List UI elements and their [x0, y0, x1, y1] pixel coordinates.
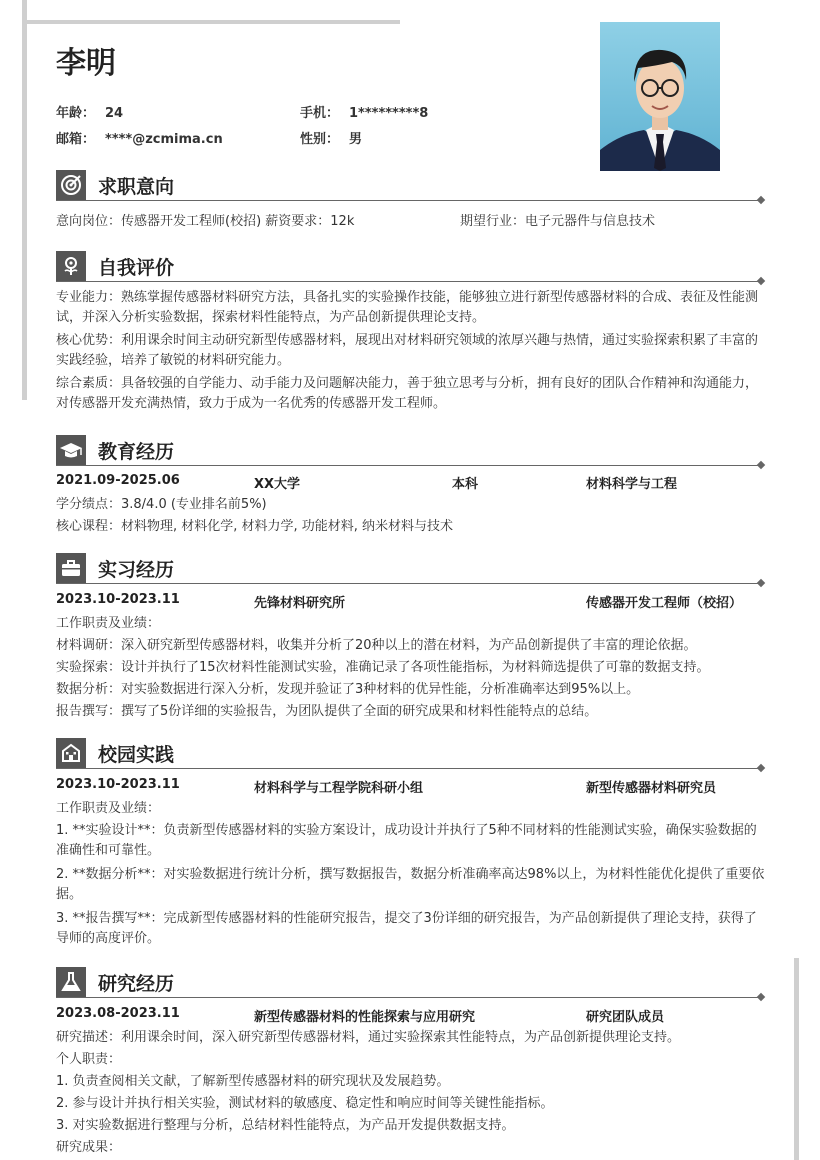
- objective-position-salary: 意向岗位：传感器开发工程师(校招) 薪资要求：12k: [56, 214, 355, 229]
- campus-date: 2023.10-2023.11: [56, 777, 180, 792]
- section-divider: [56, 583, 760, 584]
- divider-diamond: [757, 579, 765, 587]
- phone-field: 手机： 1*********8: [300, 106, 429, 121]
- target-icon: [56, 170, 86, 200]
- section-objective: [56, 170, 766, 229]
- section-divider: [56, 200, 760, 201]
- section-campus: [56, 738, 766, 946]
- research-date: 2023.08-2023.11: [56, 1006, 180, 1021]
- decorative-left-bar: [22, 0, 27, 400]
- campus-line: 3. **报告撰写**：完成新型传感器材料的性能研究报告，提交了3份详细的研究报告，为产品创新提供了理论支持，获得了导师的高度评价。: [56, 911, 757, 946]
- age-field: 年龄： 24: [56, 106, 124, 121]
- section-header: [56, 553, 766, 583]
- research-line: 1. 负责查阅相关文献，了解新型传感器材料的研究现状及发展趋势。: [56, 1074, 450, 1089]
- research-line: 研究成果：: [56, 1140, 122, 1155]
- section-header: [56, 967, 766, 997]
- objective-industry: 期望行业：电子元器件与信息技术: [460, 214, 656, 229]
- internship-line: 工作职责及业绩：: [56, 616, 161, 631]
- campus-role: 新型传感器材料研究员: [586, 781, 717, 796]
- self-eval-professional: 专业能力：熟练掌握传感器材料研究方法，具备扎实的实验操作技能，能够独立进行新型传感器材料的合成、表征及性能测试，并深入分析实验数据，探索材料性能特点，为产品创新提供理论支持。: [56, 290, 759, 325]
- section-title: 研究经历: [98, 973, 175, 995]
- education-major: 材料科学与工程: [586, 477, 678, 492]
- flower-icon: [56, 251, 86, 281]
- education-school: XX大学: [254, 477, 301, 492]
- section-divider: [56, 281, 760, 282]
- gender-field: 性别： 男: [300, 132, 363, 147]
- internship-line: 实验探索：设计并执行了15次材料性能测试实验，准确记录了各项性能指标，为材料筛选提供了可靠的数据支持。: [56, 660, 710, 675]
- profile-photo: [600, 22, 720, 171]
- email-field: 邮箱： ****@zcmima.cn: [56, 132, 223, 147]
- section-header: [56, 738, 766, 768]
- research-line: 3. 对实验数据进行整理与分析，总结材料性能特点，为产品开发提供数据支持。: [56, 1118, 515, 1133]
- section-divider: [56, 465, 760, 466]
- divider-diamond: [757, 277, 765, 285]
- candidate-name: 李明: [56, 46, 116, 81]
- school-building-icon: [56, 738, 86, 768]
- section-title: 校园实践: [98, 744, 175, 766]
- internship-org: 先锋材料研究所: [254, 596, 346, 611]
- section-header: [56, 251, 766, 281]
- research-role: 研究团队成员: [586, 1010, 665, 1025]
- section-title: 自我评价: [98, 257, 175, 279]
- internship-date: 2023.10-2023.11: [56, 592, 180, 607]
- decorative-top-bar: [22, 20, 400, 24]
- briefcase-icon: [56, 553, 86, 583]
- education-gpa: 学分绩点：3.8/4.0 (专业排名前5%): [56, 497, 267, 512]
- campus-line: 1. **实验设计**：负责新型传感器材料的实验方案设计，成功设计并执行了5种不同材料的性能测试实验，确保实验数据的准确性和可靠性。: [56, 823, 757, 858]
- section-header: [56, 170, 766, 200]
- divider-diamond: [757, 764, 765, 772]
- internship-role: 传感器开发工程师（校招）: [586, 596, 743, 611]
- research-line: 研究描述：利用课余时间，深入研究新型传感器材料，通过实验探索其性能特点，为产品创新提供理论支持。: [56, 1030, 681, 1045]
- research-line: 个人职责：: [56, 1052, 122, 1067]
- internship-line: 数据分析：对实验数据进行深入分析，发现并验证了3种材料的优异性能，分析准确率达到95%以上。: [56, 682, 640, 697]
- flask-icon: [56, 967, 86, 997]
- section-self-evaluation: [56, 251, 766, 411]
- self-eval-overall: 综合素质：具备较强的自学能力、动手能力及问题解决能力，善于独立思考与分析，拥有良好的团队合作精神和沟通能力，对传感器开发充满热情，致力于成为一名优秀的传感器开发工程师。: [56, 376, 759, 411]
- section-research: [56, 967, 766, 1155]
- internship-line: 报告撰写：撰写了5份详细的实验报告，为团队提供了全面的研究成果和材料性能特点的总结。: [56, 704, 598, 719]
- divider-diamond: [757, 461, 765, 469]
- research-project: 新型传感器材料的性能探索与应用研究: [254, 1010, 476, 1025]
- campus-line: 工作职责及业绩：: [56, 801, 161, 816]
- research-line: 2. 参与设计并执行相关实验，测试材料的敏感度、稳定性和响应时间等关键性能指标。: [56, 1096, 554, 1111]
- graduation-cap-icon: [56, 435, 86, 465]
- section-title: 实习经历: [98, 559, 175, 581]
- education-courses: 核心课程：材料物理, 材料化学, 材料力学, 功能材料, 纳米材料与技术: [56, 519, 454, 534]
- section-divider: [56, 768, 760, 769]
- divider-diamond: [757, 993, 765, 1001]
- section-divider: [56, 997, 760, 998]
- decorative-right-bar: [794, 958, 799, 1160]
- section-education: [56, 435, 766, 534]
- education-degree: 本科: [452, 477, 479, 492]
- campus-org: 材料科学与工程学院科研小组: [254, 781, 424, 796]
- section-header: [56, 435, 766, 465]
- internship-line: 材料调研：深入研究新型传感器材料，收集并分析了20种以上的潜在材料，为产品创新提供了丰富的理论依据。: [56, 638, 697, 653]
- divider-diamond: [757, 196, 765, 204]
- section-internship: [56, 553, 766, 719]
- self-eval-strength: 核心优势：利用课余时间主动研究新型传感器材料，展现出对材料研究领域的浓厚兴趣与热情，通过实验探索积累了丰富的实践经验，培养了敏锐的材料研究能力。: [56, 333, 759, 368]
- section-title: 求职意向: [98, 176, 175, 198]
- education-date: 2021.09-2025.06: [56, 473, 180, 488]
- section-title: 教育经历: [98, 441, 175, 463]
- campus-line: 2. **数据分析**：对实验数据进行统计分析，撰写数据报告，数据分析准确率高达98%以上，为材料性能优化提供了重要依据。: [56, 867, 765, 902]
